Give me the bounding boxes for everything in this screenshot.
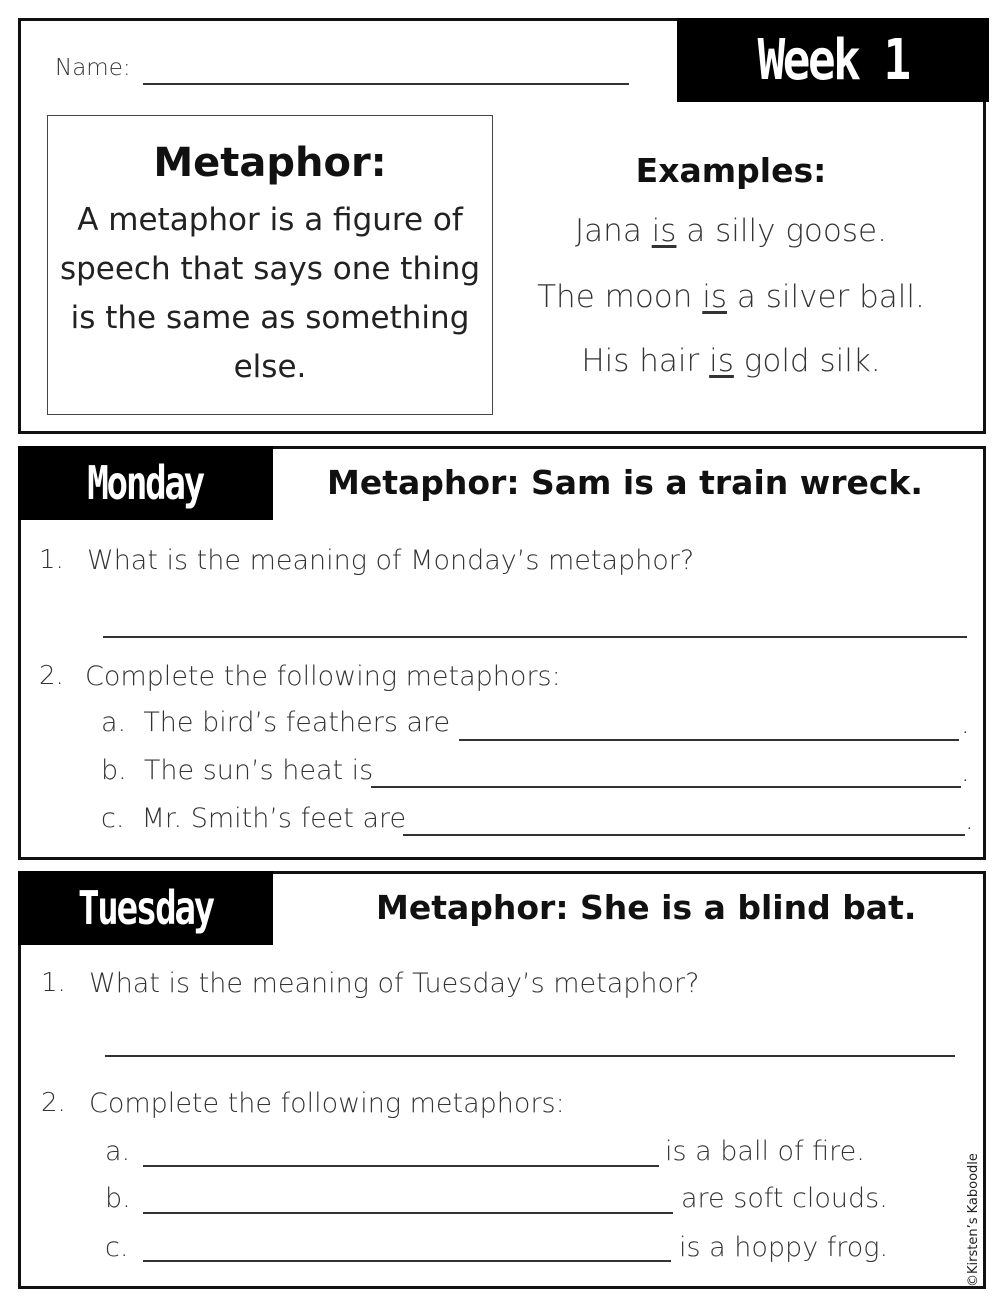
name-field[interactable] bbox=[143, 59, 629, 85]
header-panel bbox=[18, 18, 986, 434]
item-letter: a. bbox=[105, 1136, 131, 1167]
answer-line[interactable] bbox=[459, 739, 959, 741]
period: . bbox=[961, 757, 970, 788]
answer-line[interactable] bbox=[403, 834, 965, 836]
question-text: What is the meaning of Tuesday’s metaphor? bbox=[89, 968, 700, 999]
item-letter: c. bbox=[105, 1232, 129, 1263]
period: . bbox=[961, 709, 970, 740]
example-sentence: His hair is gold silk. bbox=[581, 343, 881, 379]
example-sentence: Jana is a silly goose. bbox=[575, 213, 887, 249]
list-item: c. Mr. Smith’s feet are bbox=[101, 803, 407, 834]
list-item: b. The sun’s heat is bbox=[101, 755, 374, 786]
copyright-credit: ©Kirsten’s Kaboodle bbox=[966, 1153, 981, 1287]
answer-line[interactable] bbox=[143, 1212, 673, 1214]
week-title: Week 1 bbox=[757, 27, 909, 93]
question-number: 1. bbox=[41, 968, 66, 998]
definition-text: A metaphor is a figure of speech that says one thing is the same as something else. bbox=[59, 202, 481, 385]
item-letter: b. bbox=[105, 1183, 131, 1214]
monday-panel bbox=[18, 446, 986, 860]
item-text: is a hoppy frog. bbox=[679, 1232, 889, 1263]
day-title: Tuesday bbox=[78, 881, 213, 935]
question-text: What is the meaning of Monday’s metaphor? bbox=[87, 545, 695, 576]
question-number: 1. bbox=[39, 545, 64, 575]
day-title: Monday bbox=[87, 456, 204, 510]
list-item: a. The bird’s feathers are bbox=[101, 707, 451, 738]
day-metaphor: Metaphor: Sam is a train wreck. bbox=[327, 463, 923, 502]
question-text: Complete the following metaphors: bbox=[89, 1088, 565, 1119]
monday-banner bbox=[18, 446, 273, 520]
item-text: is a ball of fire. bbox=[665, 1136, 865, 1167]
tuesday-panel bbox=[18, 871, 986, 1289]
example-verb: is bbox=[651, 213, 677, 249]
answer-line[interactable] bbox=[105, 1055, 955, 1057]
question-number: 2. bbox=[39, 661, 64, 691]
answer-line[interactable] bbox=[371, 786, 961, 788]
examples-title: Examples: bbox=[635, 151, 827, 190]
item-text: are soft clouds. bbox=[681, 1183, 888, 1214]
answer-line[interactable] bbox=[143, 1165, 659, 1167]
period: . bbox=[965, 805, 974, 836]
example-verb: is bbox=[702, 279, 728, 315]
example-verb: is bbox=[709, 343, 734, 379]
answer-line[interactable] bbox=[103, 636, 967, 638]
day-metaphor: Metaphor: She is a blind bat. bbox=[376, 888, 917, 927]
answer-line[interactable] bbox=[143, 1260, 671, 1262]
week-banner bbox=[677, 18, 989, 102]
example-sentence: The moon is a silver ball. bbox=[537, 279, 925, 315]
question-number: 2. bbox=[41, 1088, 66, 1118]
definition-title: Metaphor: bbox=[153, 140, 387, 186]
name-label: Name: bbox=[55, 55, 131, 81]
question-text: Complete the following metaphors: bbox=[85, 661, 561, 692]
tuesday-banner bbox=[18, 871, 273, 945]
definition-box bbox=[47, 115, 493, 415]
